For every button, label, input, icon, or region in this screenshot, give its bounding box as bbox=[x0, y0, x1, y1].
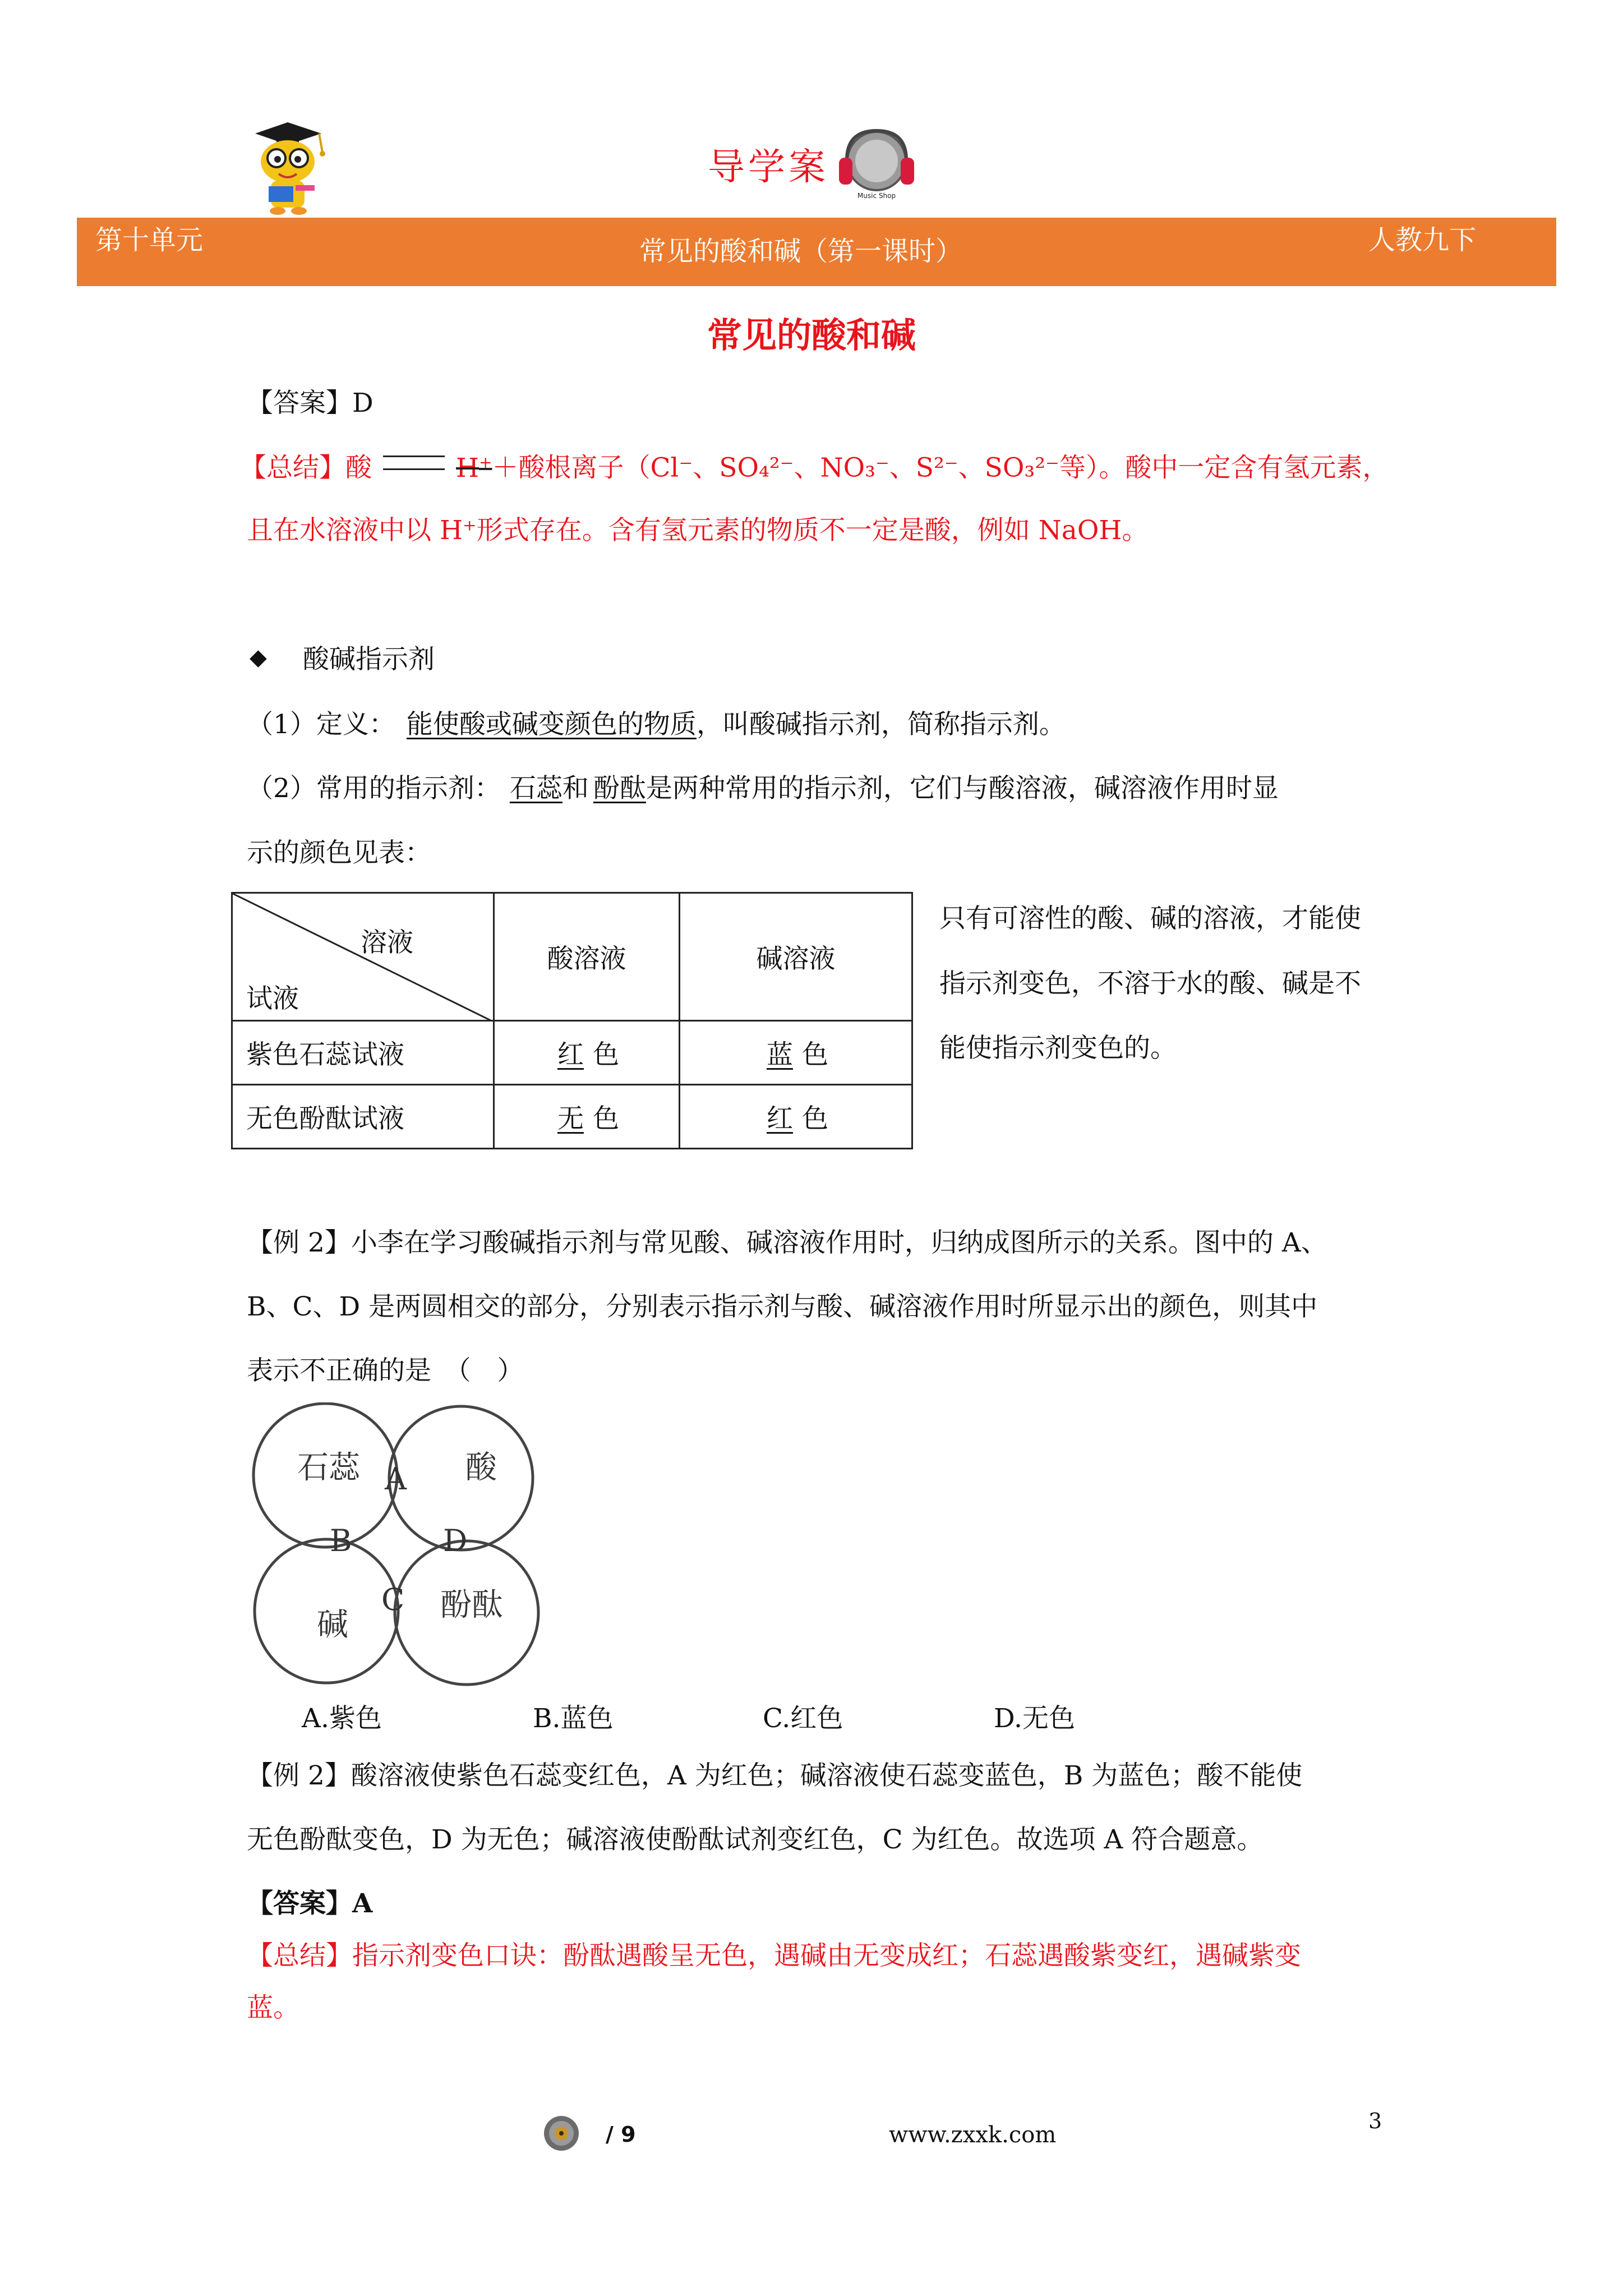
venn-region-c: C bbox=[381, 1582, 405, 1617]
option-a: A.紫色 bbox=[302, 1703, 382, 1734]
site-url: www.zxxk.com bbox=[889, 2122, 1057, 2148]
page-title: 常见的酸和碱 bbox=[707, 315, 916, 356]
phenol-base-color: 红 bbox=[767, 1103, 793, 1134]
music-shop-label: Music Shop bbox=[857, 192, 896, 200]
venn-acid-label: 酸 bbox=[465, 1450, 497, 1486]
common-indicators-line-2: 示的颜色见表： bbox=[247, 838, 431, 868]
column-header-base: 碱溶液 bbox=[680, 893, 912, 1021]
analysis-2-line-2: 无色酚酞变色，D 为无色；碱溶液使酚酞试剂变红色，C 为红色。故选项 A 符合题意。 bbox=[247, 1824, 1264, 1855]
unit-label: 第十单元 bbox=[95, 224, 204, 256]
definition-blank: 能使酸或碱变颜色的物质 bbox=[406, 709, 697, 740]
venn-litmus-label: 石蕊 bbox=[297, 1450, 360, 1486]
summary-acid: 酸 bbox=[345, 452, 372, 484]
summary-2-line-1: 【总结】指示剂变色口诀：酚酞遇酸呈无色，遇碱由无变成红；石蕊遇酸紫变红，遇碱紫变 bbox=[247, 1940, 1301, 1971]
color-suffix: 色 bbox=[802, 1039, 828, 1070]
lesson-title: 常见的酸和碱（第一课时） bbox=[639, 236, 963, 267]
venn-phenolphthalein-label: 酚酞 bbox=[440, 1587, 503, 1623]
summary-label: 【总结】 bbox=[240, 452, 345, 484]
header-logo-text: 导学案 bbox=[708, 145, 829, 188]
litmus-acid-color: 红 bbox=[557, 1039, 584, 1070]
option-d: D.无色 bbox=[994, 1703, 1075, 1734]
option-c: C.红色 bbox=[763, 1703, 843, 1734]
litmus-blank: 石蕊 bbox=[509, 773, 562, 804]
color-suffix: 色 bbox=[593, 1039, 619, 1070]
hydrogen-ion: H+ bbox=[456, 452, 492, 484]
example-2-line-2: B、C、D 是两圆相交的部分，分别表示指示剂与酸、碱溶液作用时所显示出的颜色，则其中 bbox=[247, 1291, 1318, 1322]
answer-label: 【答案】 bbox=[247, 1888, 352, 1919]
section-bullet: ◆ bbox=[250, 645, 267, 670]
color-suffix: 色 bbox=[593, 1103, 619, 1134]
edition-label: 人教九下 bbox=[1368, 224, 1477, 256]
page-number: 3 bbox=[1368, 2109, 1382, 2133]
section-heading: 酸碱指示剂 bbox=[303, 644, 435, 675]
answer-1 bbox=[247, 390, 374, 416]
indicator-color-table bbox=[231, 892, 913, 1149]
corner-solution-label: 溶液 bbox=[361, 927, 413, 958]
example-2-line-1: 【例 2】小李在学习酸碱指示剂与常见酸、碱溶液作用时，归纳成图所示的关系。图中的 A、 bbox=[247, 1227, 1327, 1258]
corner-reagent-label: 试液 bbox=[246, 983, 299, 1014]
ionization-arrow bbox=[383, 455, 445, 470]
litmus-base-color: 蓝 bbox=[767, 1039, 793, 1070]
table-row bbox=[232, 1085, 912, 1149]
phenolphthalein-blank: 酚酞 bbox=[593, 773, 646, 804]
common-indicators-line: （2）常用的指示剂： 石蕊和 酚酞是两种常用的指示剂，它们与酸溶液，碱溶液作用时显 bbox=[247, 773, 1279, 804]
answer-value: D bbox=[352, 388, 374, 418]
venn-diagram bbox=[247, 1402, 561, 1705]
answer-value: A bbox=[352, 1888, 373, 1919]
summary-2-line-2: 蓝。 bbox=[247, 1993, 299, 2023]
side-note-line-1: 只有可溶性的酸、碱的溶液，才能使 bbox=[939, 903, 1361, 934]
mascot-logo bbox=[244, 118, 331, 216]
page-total: / 9 bbox=[606, 2122, 636, 2147]
summary-1-line-2: 且在水溶液中以 H⁺形式存在。含有氢元素的物质不一定是酸，例如 NaOH。 bbox=[247, 515, 1149, 546]
phenol-acid-color: 无 bbox=[557, 1103, 584, 1134]
row-name-phenolphthalein: 无色酚酞试液 bbox=[232, 1085, 494, 1149]
answer-2 bbox=[247, 1890, 372, 1917]
venn-region-a: A bbox=[385, 1461, 407, 1497]
table-corner-cell bbox=[232, 893, 494, 1021]
side-note-line-3: 能使指示剂变色的。 bbox=[939, 1033, 1177, 1064]
venn-base-label: 碱 bbox=[317, 1607, 348, 1643]
option-b: B.蓝色 bbox=[533, 1703, 614, 1734]
summary-label: 【总结】 bbox=[247, 1940, 352, 1971]
side-note-line-2: 指示剂变色，不溶于水的酸、碱是不 bbox=[939, 968, 1361, 999]
venn-region-d: D bbox=[443, 1523, 468, 1558]
venn-region-b: B bbox=[330, 1523, 352, 1558]
column-header-acid: 酸溶液 bbox=[494, 893, 680, 1021]
color-suffix: 色 bbox=[802, 1103, 828, 1134]
music-shop-icon bbox=[834, 121, 919, 205]
analysis-2-line-1: 【例 2】酸溶液使紫色石蕊变红色，A 为红色；碱溶液使石蕊变蓝色，B 为蓝色；酸不能使 bbox=[247, 1760, 1303, 1791]
example-2-line-3: 表示不正确的是 （ ） bbox=[247, 1355, 524, 1386]
disc-icon bbox=[543, 2115, 580, 2152]
definition-line: （1）定义： 能使酸或碱变颜色的物质，叫酸碱指示剂，简称指示剂。 bbox=[247, 709, 1066, 740]
answer-label: 【答案】 bbox=[247, 388, 352, 418]
summary-line-1-rest: ＋酸根离子（Cl⁻、SO₄²⁻、NO₃⁻、S²⁻、SO₃²⁻等）。酸中一定含有氢元素， bbox=[492, 452, 1389, 484]
table-row bbox=[232, 1021, 912, 1085]
summary-1-line-1 bbox=[240, 452, 1389, 484]
row-name-litmus: 紫色石蕊试液 bbox=[232, 1021, 494, 1085]
